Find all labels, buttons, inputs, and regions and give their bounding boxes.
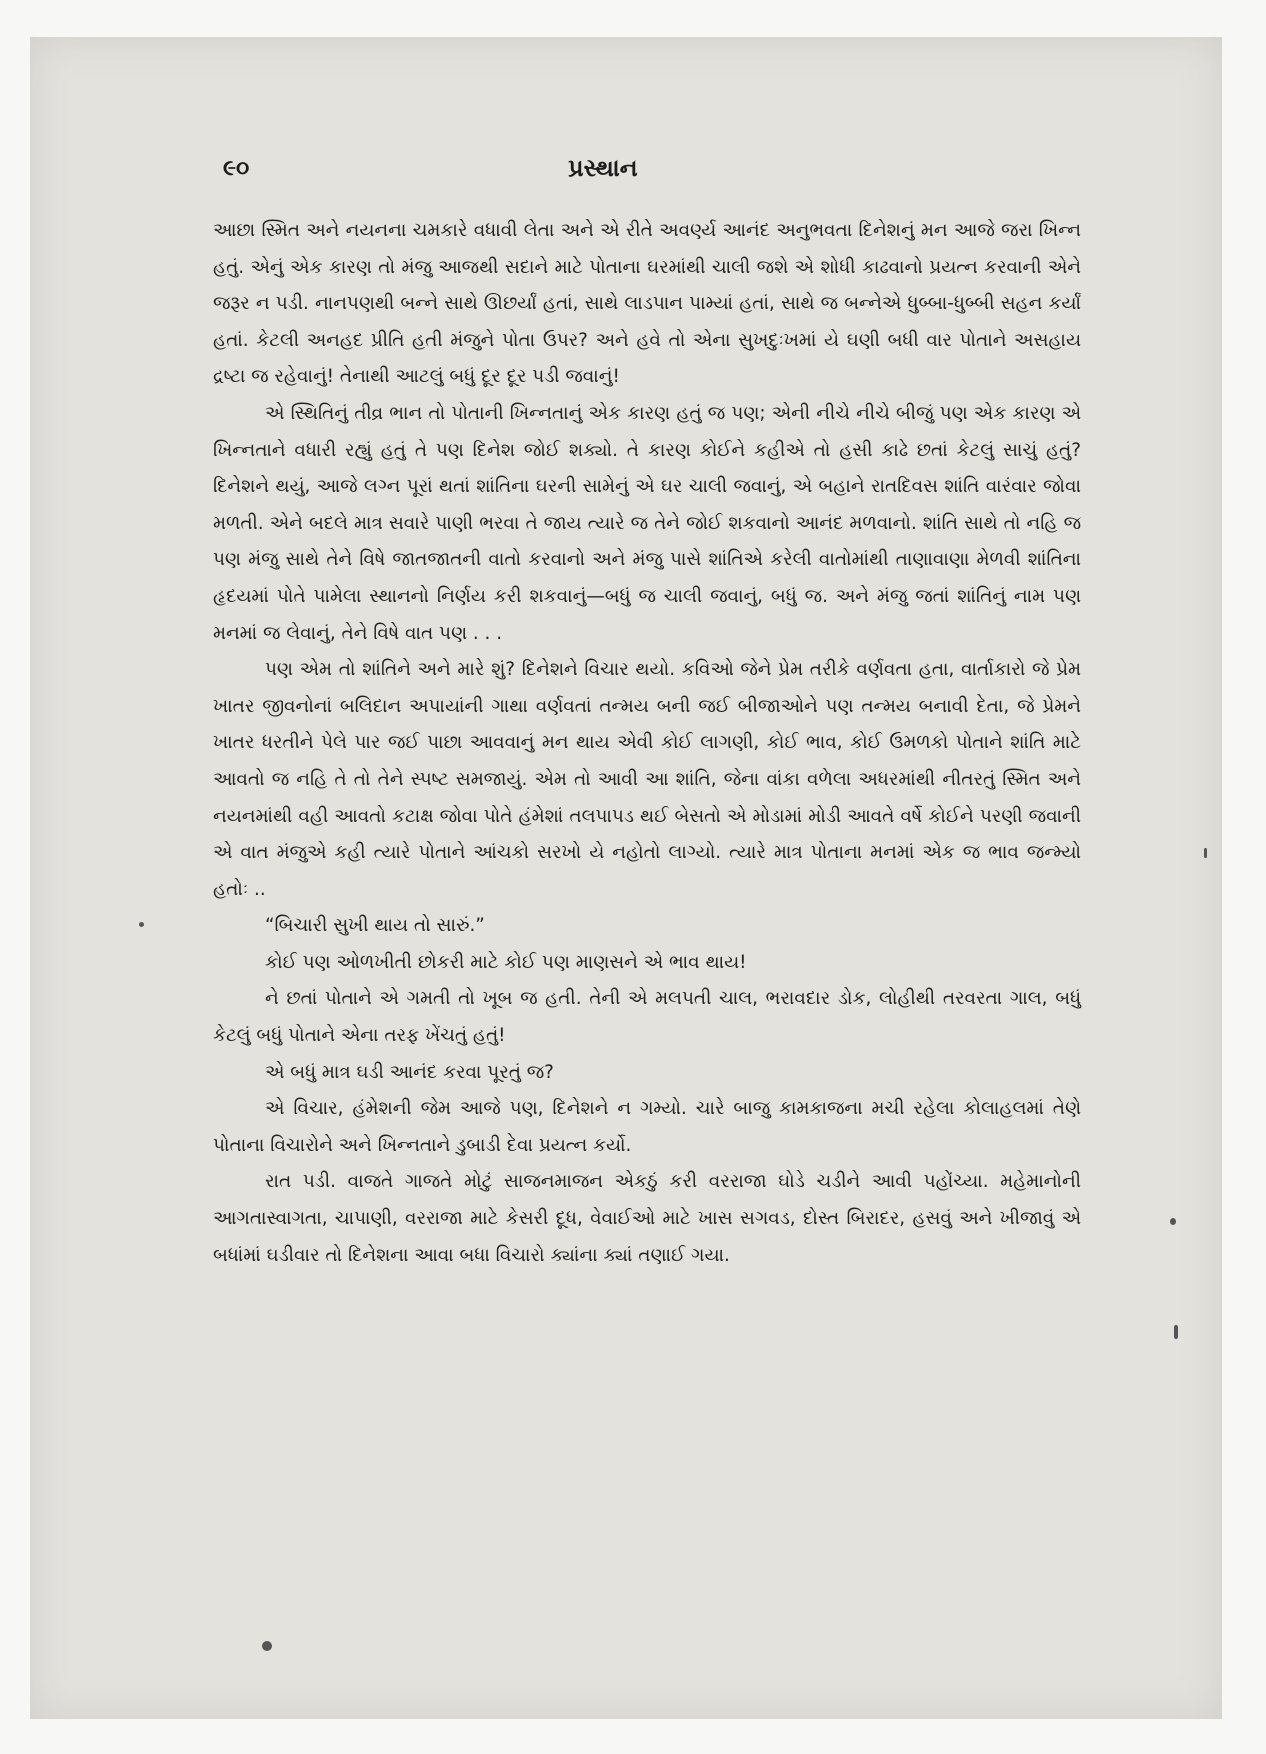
ink-speck: [1174, 1325, 1178, 1339]
paragraph-7: એ વિચાર, હંમેશની જેમ આજે પણ, દિનેશને ન ગમ્યો. ચારે બાજુ કામકાજના મચી રહેલા કોલાહલમાં તેણે પોતાના વિચારોને અને ખિન્નતાને ડુબાડી દેવા પ્રયત્ન કર્યો.: [213, 1098, 1081, 1156]
ink-speck: [139, 922, 144, 927]
paragraph-2: એ સ્થિતિનું તીવ્ર ભાન તો પોતાની ખિન્નતાનું એક કારણ હતું જ પણ; એની નીચે નીચે બીજું પણ એક કારણ એ ખિન્નતાને વધારી રહ્યું હતું તે પણ દિનેશ જોઈ શક્યો. તે કારણ કોઈને કહીએ તો હસી કાઢે છતાં કેટલું સાચું હતું? દિનેશને થયું, આજે લગ્ન પૂરાં થતાં શાંતિના ઘરની સામેનું એ ઘર ચાલી જવાનું, એ બહાને રાતદિવસ શાંતિ વારંવાર જોવા મળતી. એને બદલે માત્ર સવારે પાણી ભરવા તે જાય ત્યારે જ તેને જોઈ શકવાનો આનંદ મળવાનો. શાંતિ સાથે તો નહિ જ પણ મંજુ સાથે તેને વિષે જાતજાતની વાતો કરવાનો અને મંજુ પાસે શાંતિએ કરેલી વાતોમાંથી તાણાવાણા મેળવી શાંતિના હૃદયમાં પોતે પામેલા સ્થાનનો નિર્ણય કરી શકવાનું—બધું જ ચાલી જવાનું, બધું જ. અને મંજુ જતાં શાંતિનું નામ પણ મનમાં જ લેવાનું, તેને વિષે વાત પણ . . .: [213, 402, 1081, 644]
running-title: પ્રસ્થાન: [568, 154, 638, 182]
body-text: [213, 213, 1081, 1274]
paragraph-4: કોઈ પણ ઓળખીતી છોકરી માટે કોઈ પણ માણસને એ ભાવ થાય!: [265, 951, 747, 973]
paragraph-3: પણ એમ તો શાંતિને અને મારે શું? દિનેશને વિચાર થયો. કવિઓ જેને પ્રેમ તરીકે વર્ણવતા હતા, વાર્તાકારો જે પ્રેમ ખાતર જીવનોનાં બલિદાન અપાયાંની ગાથા વર્ણવતાં તન્મય બની જઈ બીજાઓને પણ તન્મય બનાવી દેતા, જે પ્રેમને ખાતર ધરતીને પેલે પાર જઈ પાછા આવવાનું મન થાય એવી કોઈ લાગણી, કોઈ ભાવ, કોઈ ઉમળકો પોતાને શાંતિ માટે આવતો જ નહિ તે તો તેને સ્પષ્ટ સમજાયું. એમ તો આવી આ શાંતિ, જેના વાંકા વળેલા અધરમાંથી નીતરતું સ્મિત અને નયનમાંથી વહી આવતો કટાક્ષ જોવા પોતે હંમેશાં તલપાપડ થઈ બેસતો એ મોડામાં મોડી આવતે વર્ષે કોઈને પરણી જવાની એ વાત મંજુએ કહી ત્યારે પોતાને આંચકો સરખો યે નહોતો લાગ્યો. ત્યારે માત્ર પોતાના મનમાં એક જ ભાવ જન્મ્યો હતોઃ ..: [213, 659, 1081, 900]
ink-speck: [1204, 848, 1207, 858]
paragraph-quote: “બિચારી સુખી થાય તો સારું.”: [265, 915, 485, 937]
paragraph-5: ને છતાં પોતાને એ ગમતી તો ખૂબ જ હતી. તેની એ મલપતી ચાલ, ભરાવદાર ડોક, લોહીથી તરવરતા ગાલ, બધું કેટલું બધું પોતાને એના તરફ ખેંચતું હતું!: [213, 988, 1081, 1047]
paragraph-1: આછા સ્મિત અને નયનના ચમકારે વધાવી લેતા અને એ રીતે અવર્ણ્ય આનંદ અનુભવતા દિનેશનું મન આજે જરા ખિન્ન હતું. એનું એક કારણ તો મંજુ આજથી સદાને માટે પોતાના ઘરમાંથી ચાલી જશે એ શોધી કાઢવાનો પ્રયત્ન કરવાની એને જરૂર ન પડી. નાનપણથી બન્ને સાથે ઊછર્યાં હતાં, સાથે લાડપાન પામ્યાં હતાં, સાથે જ બન્નેએ ધુબ્બા-ધુબ્બી સહન કર્યાં હતાં. કેટલી અનહદ પ્રીતિ હતી મંજુને પોતા ઉપર? અને હવે તો એના સુખદુઃખમાં યે ઘણી બધી વાર પોતાને અસહાય દ્રષ્ટા જ રહેવાનું! તેનાથી આટલું બધું દૂર દૂર પડી જવાનું!: [213, 220, 1081, 388]
ink-speck: [1170, 1218, 1176, 1225]
page-number: ૯૦: [223, 156, 250, 181]
paragraph-8: રાત પડી. વાજતે ગાજતે મોટું સાજનમાજન એકઠું કરી વરરાજા ઘોડે ચડીને આવી પહોંચ્યા. મહેમાનોની આગતાસ્વાગતા, ચાપાણી, વરરાજા માટે કેસરી દૂધ, વેવાઈઓ માટે ખાસ સગવડ, દોસ્ત બિરાદર, હસવું અને ખીજાવું એ બધાંમાં ઘડીવાર તો દિનેશના આવા બધા વિચારો ક્યાંના ક્યાં તણાઈ ગયા.: [213, 1171, 1081, 1266]
ink-speck: [262, 1641, 272, 1651]
paragraph-6: એ બધું માત્ર ઘડી આનંદ કરવા પૂરતું જ?: [265, 1061, 554, 1083]
